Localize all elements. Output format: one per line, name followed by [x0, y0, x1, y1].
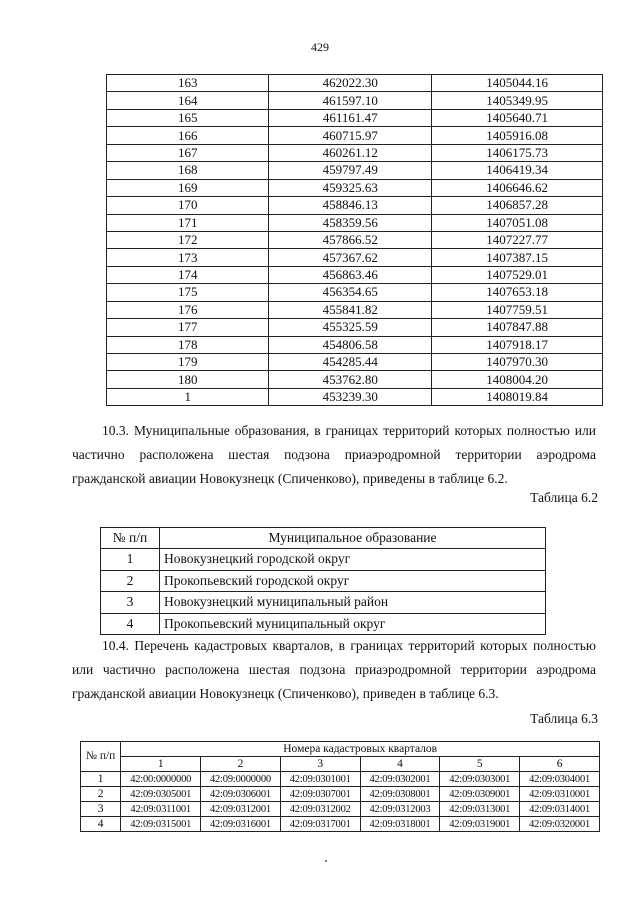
coords-y-value: 1407970.30 — [432, 354, 603, 371]
cadastral-quarter-number: 42:09:0309001 — [440, 787, 520, 802]
cadastral-quarter-number: 42:09:0308001 — [360, 787, 440, 802]
coords-x-value: 461597.10 — [269, 92, 432, 109]
coords-point-number: 1 — [107, 388, 269, 405]
coords-point-number: 168 — [107, 162, 269, 179]
quarters-row-number: 1 — [81, 772, 121, 787]
coords-row — [107, 231, 603, 248]
coords-point-number: 164 — [107, 92, 269, 109]
coords-row — [107, 144, 603, 161]
coords-x-value: 456354.65 — [269, 284, 432, 301]
quarters-header-num: № п/п — [81, 742, 121, 772]
cadastral-quarter-number: 42:09:0310001 — [520, 787, 600, 802]
coords-row — [107, 127, 603, 144]
coords-x-value: 453762.80 — [269, 371, 432, 388]
coords-x-value: 457367.62 — [269, 249, 432, 266]
cadastral-quarters-table — [80, 741, 600, 832]
coords-row — [107, 214, 603, 231]
coords-point-number: 180 — [107, 371, 269, 388]
quarters-table-body — [81, 772, 600, 832]
page-number: 429 — [311, 40, 329, 54]
coords-row — [107, 336, 603, 353]
coords-y-value: 1407653.18 — [432, 284, 603, 301]
paragraph-10-3: 10.3. Муниципальные образования, в границах территорий которых полностью или частично расположена шестая подзона приаэродромной территории аэродрома гражданской авиации Новокузнецк (Спиченково), приведены в таблице 6.2. — [72, 423, 596, 486]
coords-y-value: 1408004.20 — [432, 371, 603, 388]
coords-y-value: 1407759.51 — [432, 301, 603, 318]
paragraph-10-4: 10.4. Перечень кадастровых кварталов, в границах территорий которых полностью или частично расположена шестая подзона приаэродромной территории аэродрома гражданской авиации Новокузнецк (Спиченково), приведен в таблице 6.3. — [72, 638, 596, 701]
coords-point-number: 176 — [107, 301, 269, 318]
municipality-name: Прокопьевский городской округ — [160, 570, 546, 592]
coords-row — [107, 179, 603, 196]
coords-point-number: 175 — [107, 284, 269, 301]
coords-y-value: 1405640.71 — [432, 109, 603, 126]
coords-y-value: 1408019.84 — [432, 388, 603, 405]
coords-point-number: 165 — [107, 109, 269, 126]
coords-y-value: 1406419.34 — [432, 162, 603, 179]
cadastral-quarter-number: 42:09:0302001 — [360, 772, 440, 787]
coords-point-number: 173 — [107, 249, 269, 266]
cadastral-quarter-number: 42:09:0307001 — [280, 787, 360, 802]
quarters-row-number: 2 — [81, 787, 121, 802]
coords-row — [107, 266, 603, 283]
quarters-column-number: 4 — [360, 757, 440, 772]
quarters-row — [81, 817, 600, 832]
quarters-column-number: 3 — [280, 757, 360, 772]
municipalities-row — [101, 570, 546, 592]
cadastral-quarter-number: 42:09:0320001 — [520, 817, 600, 832]
coords-y-value: 1406646.62 — [432, 179, 603, 196]
quarters-row-number: 4 — [81, 817, 121, 832]
municipality-name: Прокопьевский муниципальный округ — [160, 613, 546, 635]
cadastral-quarter-number: 42:09:0317001 — [280, 817, 360, 832]
municipalities-header-name: Муниципальное образование — [160, 528, 546, 549]
coords-y-value: 1407387.15 — [432, 249, 603, 266]
cadastral-quarter-number: 42:09:0313001 — [440, 802, 520, 817]
coords-row — [107, 388, 603, 405]
quarters-column-numbers-row — [81, 757, 600, 772]
coords-row — [107, 75, 603, 92]
municipalities-table-body — [101, 549, 546, 635]
coords-row — [107, 197, 603, 214]
coords-row — [107, 284, 603, 301]
cadastral-quarter-number: 42:09:0305001 — [121, 787, 201, 802]
coords-point-number: 174 — [107, 266, 269, 283]
coords-point-number: 163 — [107, 75, 269, 92]
coords-row — [107, 371, 603, 388]
quarters-row-number: 3 — [81, 802, 121, 817]
municipality-number: 3 — [101, 592, 160, 614]
coords-x-value: 454285.44 — [269, 354, 432, 371]
quarters-column-number: 2 — [201, 757, 281, 772]
table-6-2-caption: Таблица 6.2 — [530, 490, 598, 505]
coords-point-number: 169 — [107, 179, 269, 196]
coords-row — [107, 109, 603, 126]
municipalities-header-num: № п/п — [101, 528, 160, 549]
quarters-column-number: 6 — [520, 757, 600, 772]
municipalities-row — [101, 549, 546, 571]
coords-y-value: 1406857.28 — [432, 197, 603, 214]
coords-x-value: 453239.30 — [269, 388, 432, 405]
cadastral-quarter-number: 42:09:0319001 — [440, 817, 520, 832]
coords-x-value: 456863.46 — [269, 266, 432, 283]
municipalities-row — [101, 613, 546, 635]
municipality-name: Новокузнецкий городской округ — [160, 549, 546, 571]
municipality-name: Новокузнецкий муниципальный район — [160, 592, 546, 614]
coords-row — [107, 249, 603, 266]
coords-y-value: 1407529.01 — [432, 266, 603, 283]
coords-row — [107, 162, 603, 179]
cadastral-quarter-number: 42:09:0314001 — [520, 802, 600, 817]
municipalities-row — [101, 592, 546, 614]
coords-point-number: 179 — [107, 354, 269, 371]
coords-row — [107, 301, 603, 318]
cadastral-quarter-number: 42:09:0311001 — [121, 802, 201, 817]
cadastral-quarter-number: 42:09:0316001 — [201, 817, 281, 832]
quarters-header-row — [81, 742, 600, 757]
table-6-3-caption: Таблица 6.3 — [530, 711, 598, 726]
coords-y-value: 1405044.16 — [432, 75, 603, 92]
coords-x-value: 462022.30 — [269, 75, 432, 92]
quarters-row — [81, 772, 600, 787]
coords-point-number: 171 — [107, 214, 269, 231]
coords-x-value: 455325.59 — [269, 319, 432, 336]
quarters-header-group: Номера кадастровых кварталов — [121, 742, 600, 757]
coords-point-number: 166 — [107, 127, 269, 144]
coords-y-value: 1405916.08 — [432, 127, 603, 144]
cadastral-quarter-number: 42:09:0000000 — [201, 772, 281, 787]
municipalities-table — [100, 527, 546, 635]
coords-point-number: 172 — [107, 231, 269, 248]
coords-x-value: 460261.12 — [269, 144, 432, 161]
municipality-number: 4 — [101, 613, 160, 635]
coords-y-value: 1407227.77 — [432, 231, 603, 248]
cadastral-quarter-number: 42:09:0315001 — [121, 817, 201, 832]
coords-x-value: 461161.47 — [269, 109, 432, 126]
cadastral-quarter-number: 42:09:0318001 — [360, 817, 440, 832]
cadastral-quarter-number: 42:09:0301001 — [280, 772, 360, 787]
coords-y-value: 1407918.17 — [432, 336, 603, 353]
coords-x-value: 458359.56 — [269, 214, 432, 231]
cadastral-quarter-number: 42:09:0306001 — [201, 787, 281, 802]
municipalities-header-row — [101, 528, 546, 549]
coords-y-value: 1407051.08 — [432, 214, 603, 231]
coords-y-value: 1406175.73 — [432, 144, 603, 161]
quarters-row — [81, 787, 600, 802]
coords-point-number: 170 — [107, 197, 269, 214]
coords-y-value: 1407847.88 — [432, 319, 603, 336]
quarters-row — [81, 802, 600, 817]
cadastral-quarter-number: 42:09:0312003 — [360, 802, 440, 817]
coords-point-number: 167 — [107, 144, 269, 161]
quarters-column-number: 5 — [440, 757, 520, 772]
coords-row — [107, 92, 603, 109]
coords-x-value: 460715.97 — [269, 127, 432, 144]
coords-x-value: 459797.49 — [269, 162, 432, 179]
coordinates-table-body — [107, 75, 603, 406]
municipality-number: 1 — [101, 549, 160, 571]
quarters-column-number: 1 — [121, 757, 201, 772]
cadastral-quarter-number: 42:00:0000000 — [121, 772, 201, 787]
coords-x-value: 454806.58 — [269, 336, 432, 353]
cadastral-quarter-number: 42:09:0303001 — [440, 772, 520, 787]
coords-x-value: 458846.13 — [269, 197, 432, 214]
coords-x-value: 459325.63 — [269, 179, 432, 196]
coords-y-value: 1405349.95 — [432, 92, 603, 109]
cadastral-quarter-number: 42:09:0304001 — [520, 772, 600, 787]
coords-row — [107, 319, 603, 336]
scan-speck — [325, 860, 327, 862]
coords-point-number: 177 — [107, 319, 269, 336]
coords-x-value: 455841.82 — [269, 301, 432, 318]
cadastral-quarter-number: 42:09:0312001 — [201, 802, 281, 817]
coords-point-number: 178 — [107, 336, 269, 353]
coordinates-table — [106, 74, 603, 406]
cadastral-quarter-number: 42:09:0312002 — [280, 802, 360, 817]
coords-row — [107, 354, 603, 371]
coords-x-value: 457866.52 — [269, 231, 432, 248]
municipality-number: 2 — [101, 570, 160, 592]
